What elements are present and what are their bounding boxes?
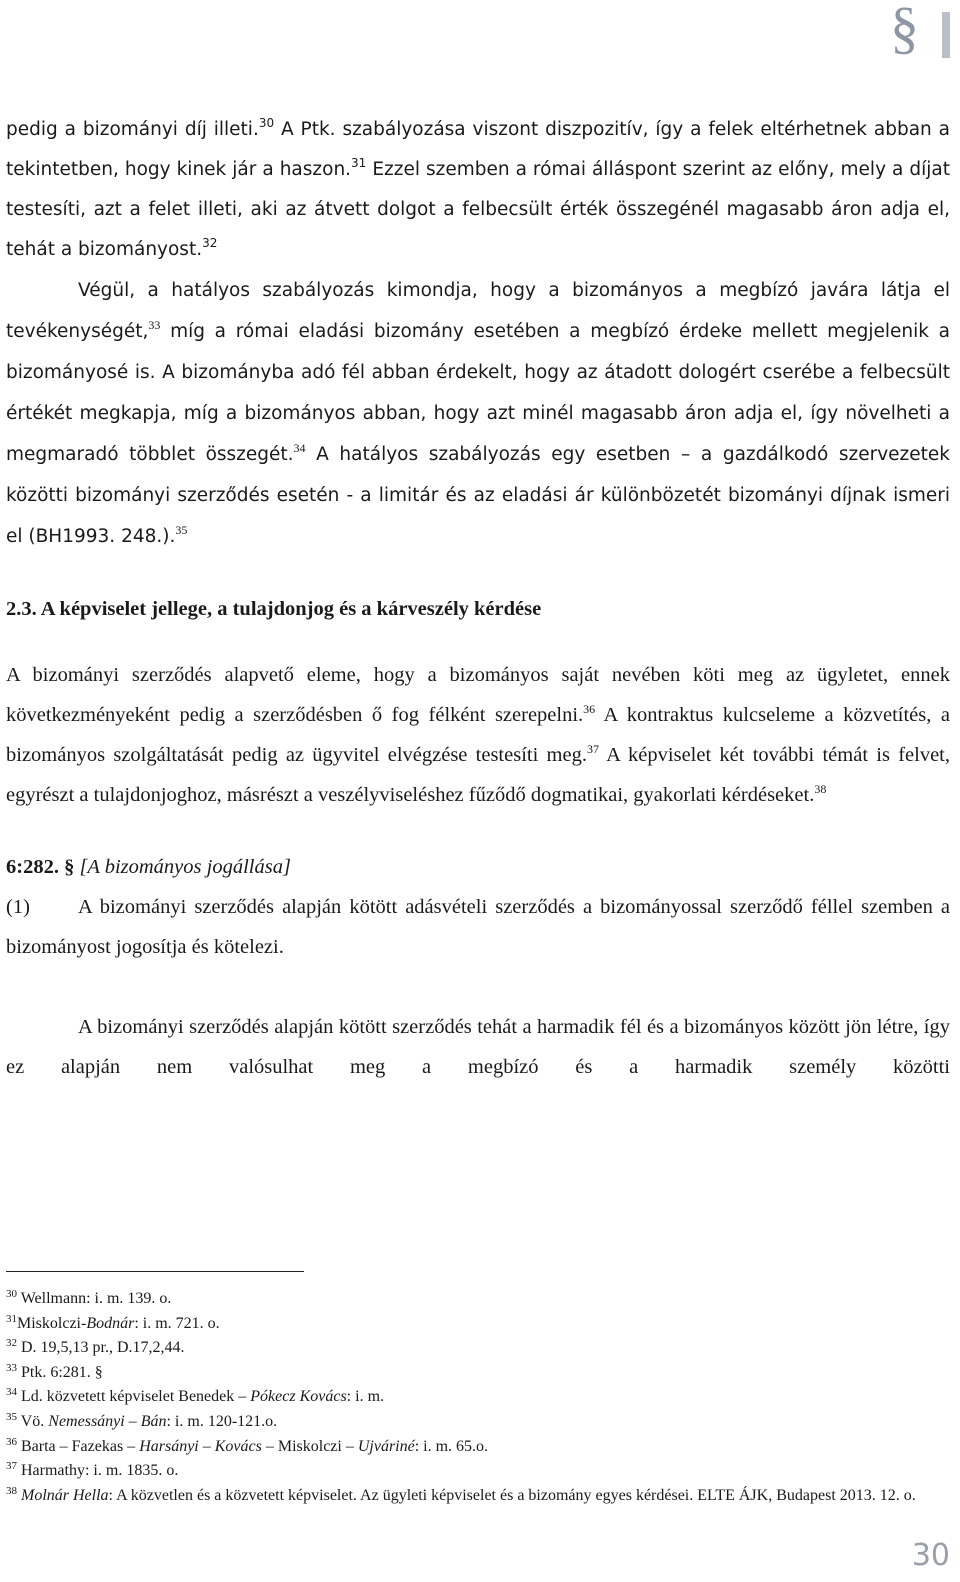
footnote-ref-34[interactable]: 34 [293,441,306,455]
footnote-36 [6,1435,950,1460]
main-text [6,110,950,1087]
text: Ezzel szemben a római álláspont szerint az előny, mely a díjat testesíti, azt a felet illeti, aki az átvett dolgot a felbecsült érték összegénél magasabb áron adja el, tehát a bizományost. [6,159,950,260]
section-title: [A bizományos jogállása] [79,856,291,878]
footnote-number: 32 [6,1337,17,1350]
footnote-number: 38 [6,1484,17,1497]
footnote-text: Wellmann: i. m. 139. o. [20,1290,172,1307]
footnote-text: Harmathy: i. m. 1835. o. [21,1462,179,1480]
footnote-number: 33 [6,1361,17,1374]
section-heading-2-3: 2.3. A képviselet jellege, a tulajdonjog és a kárveszély kérdése [6,598,542,620]
footnote-text: – Miskolczi – [261,1437,358,1455]
footnote-text: – [234,1388,251,1406]
text: pedig a bizományi díj illeti. [6,119,259,140]
footnote-ref-32[interactable]: 32 [202,236,218,250]
paragraph-1 [6,110,950,270]
footnotes [6,1287,950,1508]
section-sign-logo [890,0,950,60]
logo-bar [942,12,950,58]
footnote-ref-31[interactable]: 31 [351,156,367,170]
footnote-ref-38[interactable]: 38 [814,782,827,796]
footnote-number: 31 [6,1312,17,1325]
subsection-text: A bizományi szerződés alapján kötött adásvételi szerződés a bizományossal szerződő féllel szemben a bizományost jogosítja és kötelezi. [6,896,950,958]
footnote-author: Ujváriné [357,1437,415,1455]
footnote-text: : i. m. 120-121.o. [166,1412,278,1430]
footnote-33 [6,1361,950,1386]
text: A bizományba adó fél abban érdekelt, hogy az átadott dologért cserébe a felbecsült értékét megkapja, míg a bizományos abban, hogy azt minél magasabb áron adja el, így növelheti a megmaradó többlet összegét. [6,362,950,465]
footnote-35 [6,1410,950,1435]
footnote-text: : A közvetlen és a közvetett képviselet. Az ügyleti képviselet és a bizomány egyes kérdései. ELTE ÁJK, Budapest 2013. 12. o. [108,1486,916,1504]
text: A képviselet két további témát is felvet, egyrészt a tulajdonjoghoz, másrészt a veszélyviseléshez fűződő dogmatikai, gyakorlati kérdéseket. [6,744,951,806]
footnote-38 [6,1484,950,1509]
footnote-ref-35[interactable]: 35 [175,523,188,537]
footnote-text: : i. m. 65.o. [414,1437,489,1455]
footnote-text: Ld. közvetett képviselet [21,1388,179,1406]
footnote-ref-30[interactable]: 30 [258,116,275,130]
footnote-ref-37[interactable]: 37 [586,742,599,756]
footnote-author: Pókecz Kovács [250,1388,347,1406]
text: A Ptk. szabályozása viszont diszpozitív, így a felek eltérhetnek abban a tekintetben, hogy kinek jár a haszon. [6,119,951,180]
footnote-number: 37 [6,1460,17,1473]
footnote-author: Benedek [178,1388,235,1406]
section-number: 6:282. § [6,856,75,878]
footnote-text: Barta – Fazekas – [21,1437,140,1455]
footnote-text: Vö. [20,1412,49,1430]
text: A kontraktus kulcseleme a közvetítés, a bizományos szolgáltatását pedig az ügyvitel elvégzése testesíti meg. [6,704,950,766]
text: A bizományi szerződés alapvető eleme, hogy a bizományos saját nevében köti meg az ügyletet, ennek következményeként pedig a szerződésben ő fog félként szerepelni. [6,664,950,726]
footnote-number: 30 [6,1288,17,1300]
text: A hatályos szabályozás egy esetben – a gazdálkodó szervezetek közötti bizományi szerződés esetén - a limitár és az eladási ár különbözetét bizományi díjnak ismeri el (BH1993. 248.). [6,444,950,547]
footnote-number: 34 [6,1386,17,1399]
footnote-text: : i. m. [346,1388,385,1406]
footnote-author: Bodnár [86,1314,135,1332]
footnote-31 [6,1312,950,1337]
footnote-number: 36 [6,1435,17,1448]
subsection-number: (1) [6,896,30,918]
section-sign-icon: § [890,0,919,60]
footnote-32 [6,1336,950,1361]
footnote-ref-33[interactable]: 33 [148,318,161,332]
page-number: 30 [911,1538,950,1573]
paragraph-2 [6,270,950,557]
paragraph-3 [6,655,950,815]
footnote-34 [6,1385,950,1410]
paragraph-4: A bizományi szerződés alapján kötött szerződés tehát a harmadik fél és a bizományos között jön létre, így ez alapján nem valósulhat meg a megbízó és a harmadik személy közötti [6,1016,950,1078]
footnote-ref-36[interactable]: 36 [583,702,596,716]
text: míg a római eladási bizomány esetében a megbízó érdeke mellett megjelenik a bizományosé is. [6,321,950,383]
paragraph-heading-6-282 [6,847,950,887]
footnote-author: Molnár Hella [21,1486,109,1504]
footnote-author: Nemessányi – Bán [48,1412,167,1430]
footnote-author: Harsányi – Kovács [139,1437,262,1455]
footnote-37 [6,1459,950,1484]
footnote-text: Miskolczi- [17,1314,87,1332]
footnote-separator [6,1271,304,1272]
footnote-text: Ptk. 6:281. § [21,1363,103,1381]
footnote-number: 35 [6,1410,17,1423]
text: Végül, a hatályos szabályozás kimondja, hogy a bizományos a megbízó javára látja el tevékenységét, [6,280,950,342]
footnote-30 [6,1287,950,1312]
subsection-1 [6,887,950,967]
footnote-text: : i. m. 721. o. [134,1314,220,1332]
footnote-text: D. 19,5,13 pr., D.17,2,44. [21,1339,185,1357]
